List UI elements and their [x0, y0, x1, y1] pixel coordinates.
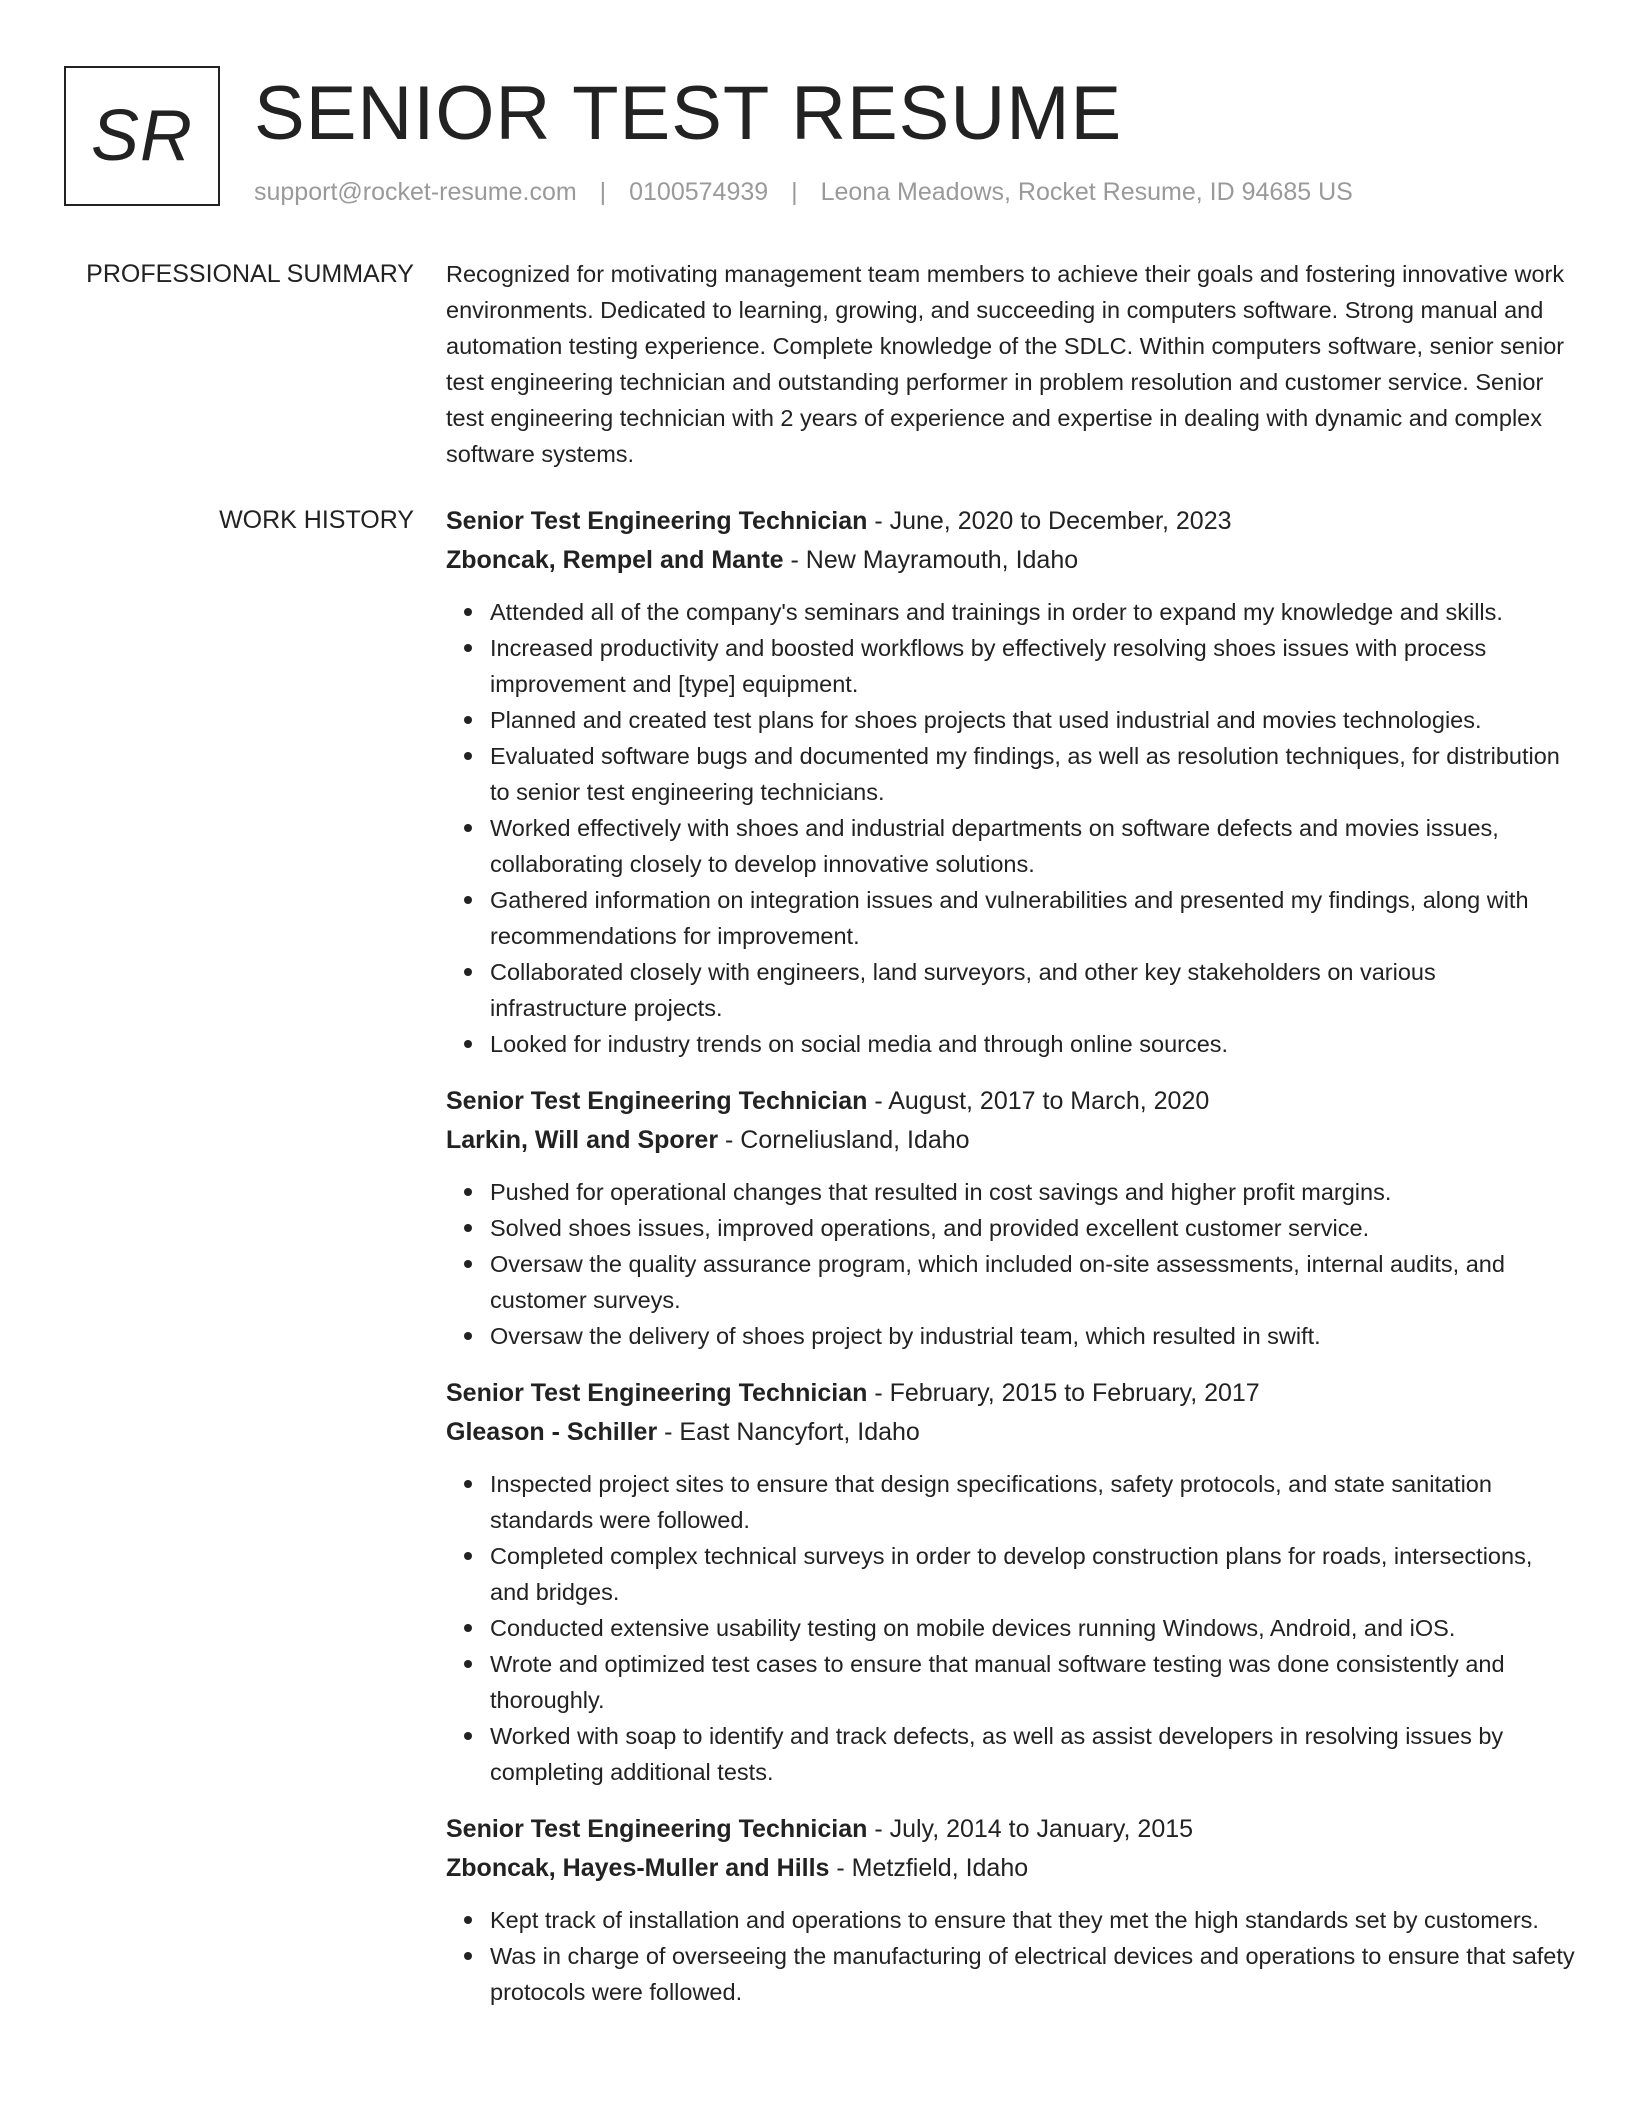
bullet-text: Solved shoes issues, improved operations, and provided excellent customer service.: [490, 1215, 1370, 1241]
bullet-dot-icon: [464, 968, 472, 976]
bullet-text: Evaluated software bugs and documented my findings, as well as resolution techniques, for distribution to senior test engineering technicians.: [490, 743, 1560, 805]
bullet-dot-icon: [464, 1480, 472, 1488]
job-company-line: [446, 1121, 1576, 1160]
job-company-line: [446, 541, 1576, 580]
bullet-text: Oversaw the delivery of shoes project by industrial team, which resulted in swift.: [490, 1323, 1321, 1349]
list-item: [490, 1718, 1576, 1790]
section-label-summary: PROFESSIONAL SUMMARY: [86, 260, 414, 288]
bullet-text: Worked with soap to identify and track defects, as well as assist developers in resolving issues by completing additional tests.: [490, 1723, 1504, 1785]
bullet-dot-icon: [464, 644, 472, 652]
contact-phone: 0100574939: [629, 178, 769, 206]
job-dates: - July, 2014 to January, 2015: [867, 1815, 1194, 1843]
job-company-line: [446, 1849, 1576, 1888]
bullet-text: Attended all of the company's seminars and trainings in order to expand my knowledge and skills.: [490, 599, 1503, 625]
job-bullet-list: [446, 594, 1576, 1062]
list-item: [490, 954, 1576, 1026]
bullet-text: Wrote and optimized test cases to ensure that manual software testing was done consistently and thoroughly.: [490, 1651, 1505, 1713]
list-item: [490, 810, 1576, 882]
job-title: Senior Test Engineering Technician: [446, 507, 868, 535]
list-item: [490, 1610, 1576, 1646]
bullet-text: Oversaw the quality assurance program, which included on-site assessments, internal audits, and customer surveys.: [490, 1251, 1505, 1313]
job-bullet-list: [446, 1174, 1576, 1354]
job-location: - Corneliusland, Idaho: [718, 1126, 970, 1154]
bullet-dot-icon: [464, 824, 472, 832]
list-item: [490, 594, 1576, 630]
job-company: Zboncak, Hayes-Muller and Hills: [446, 1854, 830, 1882]
bullet-dot-icon: [464, 752, 472, 760]
list-item: [490, 1646, 1576, 1718]
bullet-dot-icon: [464, 1916, 472, 1924]
job-bullet-list: [446, 1902, 1576, 2010]
bullet-text: Was in charge of overseeing the manufacturing of electrical devices and operations to ensure that safety protocols were followed.: [490, 1943, 1575, 2005]
job-company: Gleason - Schiller: [446, 1418, 658, 1446]
monogram-badge: SR: [64, 66, 220, 206]
bullet-text: Conducted extensive usability testing on mobile devices running Windows, Android, and iOS.: [490, 1615, 1456, 1641]
bullet-text: Pushed for operational changes that resulted in cost savings and higher profit margins.: [490, 1179, 1392, 1205]
summary-body: [446, 256, 1576, 472]
list-item: [490, 738, 1576, 810]
job-title-line: [446, 502, 1576, 541]
list-item: [490, 1902, 1576, 1938]
list-item: [490, 1938, 1576, 2010]
section-label-work-history: WORK HISTORY: [219, 506, 414, 534]
job-entry: [446, 502, 1576, 1062]
job-company-line: [446, 1413, 1576, 1452]
work-history-body: [446, 502, 1576, 2030]
bullet-text: Gathered information on integration issues and vulnerabilities and presented my findings, along with recommendations for improvement.: [490, 887, 1529, 949]
job-title-line: [446, 1374, 1576, 1413]
contact-address: Leona Meadows, Rocket Resume, ID 94685 US: [820, 178, 1353, 206]
bullet-text: Increased productivity and boosted workflows by effectively resolving shoes issues with process improvement and [type] equipment.: [490, 635, 1487, 697]
bullet-text: Collaborated closely with engineers, land surveyors, and other key stakeholders on various infrastructure projects.: [490, 959, 1436, 1021]
bullet-text: Completed complex technical surveys in order to develop construction plans for roads, intersections, and bridges.: [490, 1543, 1533, 1605]
list-item: [490, 1026, 1576, 1062]
list-item: [490, 630, 1576, 702]
bullet-dot-icon: [464, 1224, 472, 1232]
job-location: - New Mayramouth, Idaho: [783, 546, 1079, 574]
list-item: [490, 1466, 1576, 1538]
contact-email: support@rocket-resume.com: [254, 178, 577, 206]
resume-name: SENIOR TEST RESUME: [254, 71, 1123, 156]
job-title: Senior Test Engineering Technician: [446, 1815, 868, 1843]
bullet-text: Worked effectively with shoes and industrial departments on software defects and movies issues, collaborating closely to develop innovative solutions.: [490, 815, 1499, 877]
bullet-dot-icon: [464, 896, 472, 904]
job-title: Senior Test Engineering Technician: [446, 1379, 868, 1407]
job-location: - Metzfield, Idaho: [829, 1854, 1029, 1882]
bullet-text: Kept track of installation and operations to ensure that they met the high standards set by customers.: [490, 1907, 1539, 1933]
bullet-dot-icon: [464, 1624, 472, 1632]
job-dates: - June, 2020 to December, 2023: [867, 507, 1232, 535]
bullet-dot-icon: [464, 1952, 472, 1960]
list-item: [490, 1538, 1576, 1610]
bullet-text: Looked for industry trends on social media and through online sources.: [490, 1031, 1229, 1057]
job-dates: - August, 2017 to March, 2020: [867, 1087, 1210, 1115]
job-entry: [446, 1810, 1576, 2010]
bullet-dot-icon: [464, 1332, 472, 1340]
job-title-line: [446, 1082, 1576, 1121]
bullet-dot-icon: [464, 1552, 472, 1560]
job-company: Zboncak, Rempel and Mante: [446, 546, 784, 574]
contact-separator: |: [791, 178, 798, 206]
list-item: [490, 1174, 1576, 1210]
contact-separator: |: [599, 178, 607, 206]
job-company: Larkin, Will and Sporer: [446, 1126, 719, 1154]
bullet-dot-icon: [464, 1188, 472, 1196]
job-entry: [446, 1374, 1576, 1790]
job-entry: [446, 1082, 1576, 1354]
job-title: Senior Test Engineering Technician: [446, 1087, 868, 1115]
job-dates: - February, 2015 to February, 2017: [867, 1379, 1260, 1407]
bullet-dot-icon: [464, 716, 472, 724]
bullet-text: Inspected project sites to ensure that design specifications, safety protocols, and state sanitation standards were followed.: [490, 1471, 1492, 1533]
job-location: - East Nancyfort, Idaho: [657, 1418, 920, 1446]
bullet-dot-icon: [464, 1732, 472, 1740]
list-item: [490, 702, 1576, 738]
resume-header: [64, 64, 1564, 214]
list-item: [490, 1318, 1576, 1354]
job-title-line: [446, 1810, 1576, 1849]
contact-line: [254, 174, 1353, 210]
list-item: [490, 1210, 1576, 1246]
bullet-dot-icon: [464, 1660, 472, 1668]
bullet-dot-icon: [464, 608, 472, 616]
list-item: [490, 1246, 1576, 1318]
summary-text: Recognized for motivating management team members to achieve their goals and fostering innovative work environments. Dedicated to learning, growing, and succeeding in computers software. Strong manual and automation testing experience. Complete knowledge of the SDLC. Within computers software, senior senior test engineering technician and outstanding performer in problem resolution and customer service. Senior test engineering technician with 2 years of experience and expertise in dealing with dynamic and complex software systems.: [446, 261, 1565, 467]
bullet-text: Planned and created test plans for shoes projects that used industrial and movies technologies.: [490, 707, 1482, 733]
list-item: [490, 882, 1576, 954]
job-bullet-list: [446, 1466, 1576, 1790]
bullet-dot-icon: [464, 1260, 472, 1268]
bullet-dot-icon: [464, 1040, 472, 1048]
